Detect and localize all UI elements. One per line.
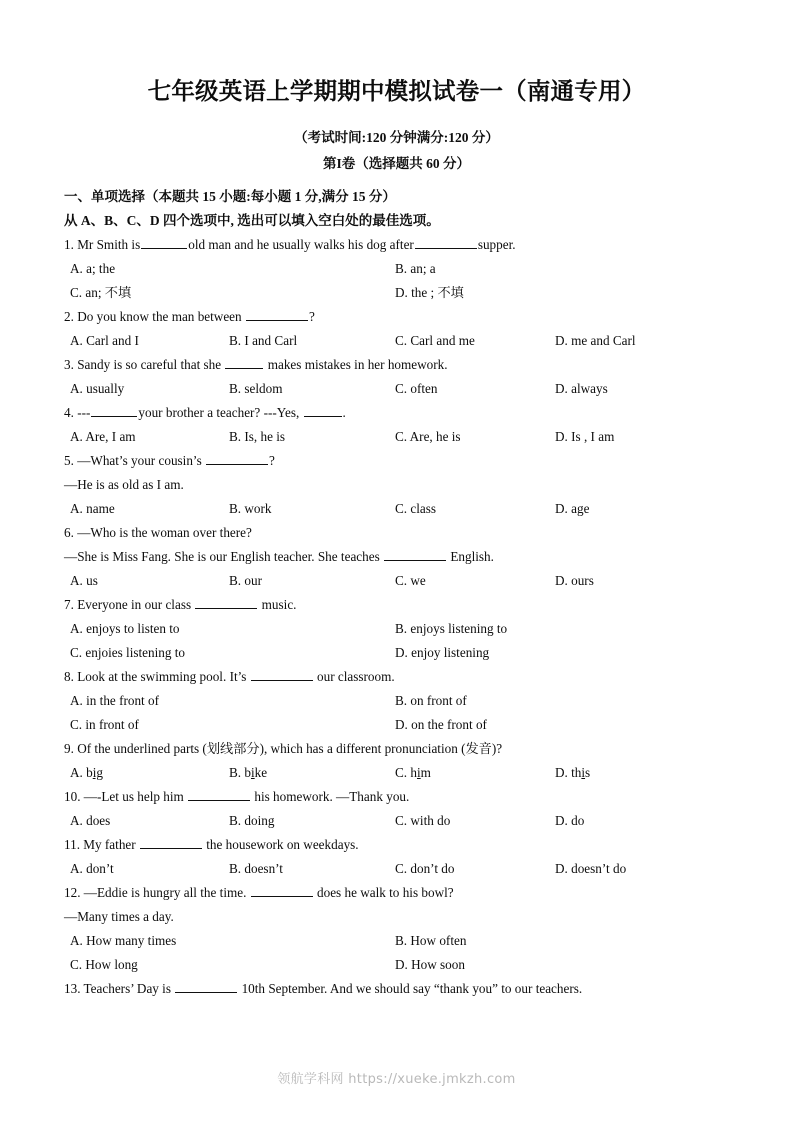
option-c[interactable]: C. enjoies listening to	[70, 645, 186, 661]
question-stem-3	[64, 353, 729, 377]
option-b[interactable]	[229, 761, 267, 785]
option-d[interactable]: D. always	[555, 381, 608, 397]
option-d[interactable]: D. do	[555, 813, 585, 829]
question-stem-2	[64, 305, 729, 329]
stem-text: makes mistakes in her homework.	[264, 357, 448, 373]
question-stem-1	[64, 233, 729, 257]
page-title: 七年级英语上学期期中模拟试卷一（南通专用）	[147, 79, 646, 105]
option-d[interactable]: D. on the front of	[395, 717, 487, 733]
options-row	[64, 329, 729, 353]
option-b[interactable]: B. enjoys listening to	[395, 621, 508, 637]
option-c[interactable]	[395, 761, 431, 785]
question-stem-11	[64, 833, 729, 857]
question-stem-12	[64, 881, 729, 905]
option-c[interactable]: C. we	[395, 573, 426, 589]
question-stem-8	[64, 665, 729, 689]
options-row	[64, 713, 729, 737]
option-a[interactable]: A. name	[70, 501, 115, 517]
answer-blank	[304, 404, 342, 417]
stem-text: 13. Teachers’ Day is	[64, 981, 175, 997]
option-suffix: s	[585, 765, 591, 781]
question-stem-13	[64, 977, 729, 1001]
option-c[interactable]: C. Are, he is	[395, 429, 461, 445]
underlined-part: i	[250, 765, 255, 781]
answer-blank	[251, 668, 313, 681]
stem-text: your brother a teacher? ---Yes,	[138, 405, 303, 421]
question-stem-6-line2	[64, 545, 729, 569]
option-a[interactable]: A. us	[70, 573, 98, 589]
stem-text: 2. Do you know the man between	[64, 309, 245, 325]
option-prefix: C. h	[395, 765, 417, 781]
option-a[interactable]: A. don’t	[70, 861, 114, 877]
stem-text: 12. —Eddie is hungry all the time.	[64, 885, 250, 901]
stem-text: old man and he usually walks his dog after	[188, 237, 414, 253]
options-row	[64, 689, 729, 713]
option-a[interactable]: A. Are, I am	[70, 429, 136, 445]
stem-text: 8. Look at the swimming pool. It’s	[64, 669, 250, 685]
stem-text: 3. Sandy is so careful that she	[64, 357, 225, 373]
option-a[interactable]: A. usually	[70, 381, 125, 397]
option-c[interactable]: C. Carl and me	[395, 333, 475, 349]
stem-text: .	[342, 405, 346, 421]
question-stem-12-line2: —Many times a day.	[64, 909, 174, 925]
stem-text: 4. ---	[64, 405, 91, 421]
answer-blank	[140, 836, 202, 849]
stem-text: ?	[308, 309, 315, 325]
option-c[interactable]: C. don’t do	[395, 861, 455, 877]
option-d[interactable]: D. ours	[555, 573, 594, 589]
underlined-part: i	[416, 765, 421, 781]
stem-text: 10th September. And we should say “thank you” to our teachers.	[238, 981, 583, 997]
question-stem-5-line2: —He is as old as I am.	[64, 477, 184, 493]
options-row	[64, 617, 729, 641]
options-row	[64, 377, 729, 401]
option-a[interactable]: A. Carl and I	[70, 333, 139, 349]
options-row	[64, 929, 729, 953]
option-b[interactable]: B. Is, he is	[229, 429, 286, 445]
option-a[interactable]: A. does	[70, 813, 111, 829]
option-a[interactable]: A. in the front of	[70, 693, 159, 709]
option-c[interactable]: C. an; 不填	[70, 285, 132, 301]
options-row	[64, 257, 729, 281]
section-heading: 一、单项选择（本题共 15 小题:每小题 1 分,满分 15 分）	[64, 189, 396, 205]
question-stem-4	[64, 401, 729, 425]
section-instruction: 从 A、B、C、D 四个选项中, 选出可以填入空白处的最佳选项。	[64, 213, 440, 229]
underlined-part: i	[581, 765, 586, 781]
answer-blank	[188, 788, 250, 801]
stem-text: music.	[258, 597, 297, 613]
option-d[interactable]: D. enjoy listening	[395, 645, 490, 661]
underlined-part: ig	[92, 765, 103, 781]
exam-part-subtitle: 第I卷（选择题共 60 分）	[322, 155, 470, 171]
stem-text: 7. Everyone in our class	[64, 597, 195, 613]
option-b[interactable]: B. on front of	[395, 693, 467, 709]
option-c[interactable]: C. How long	[70, 957, 138, 973]
options-row	[64, 425, 729, 449]
stem-text: 11. My father	[64, 837, 139, 853]
option-d[interactable]: D. How soon	[395, 957, 465, 973]
option-a[interactable]: A. a; the	[70, 261, 116, 277]
option-d[interactable]: D. age	[555, 501, 590, 517]
stem-text: ?	[269, 453, 275, 469]
option-suffix: ke	[254, 765, 268, 781]
option-c[interactable]: C. in front of	[70, 717, 139, 733]
options-row	[64, 569, 729, 593]
stem-text: his homework. —Thank you.	[251, 789, 410, 805]
option-d[interactable]: D. me and Carl	[555, 333, 636, 349]
option-prefix: A. b	[70, 765, 93, 781]
option-b[interactable]: B. I and Carl	[229, 333, 298, 349]
options-row	[64, 641, 729, 665]
stem-text: 10. —-Let us help him	[64, 789, 188, 805]
option-b[interactable]: B. an; a	[395, 261, 436, 277]
stem-text: 1. Mr Smith is	[64, 237, 141, 253]
option-c[interactable]: C. often	[395, 381, 438, 397]
stem-text: English.	[447, 549, 494, 565]
stem-text: 5. —What’s your cousin’s	[64, 453, 206, 469]
options-row	[64, 761, 729, 785]
option-b[interactable]: B. How often	[395, 933, 467, 949]
answer-blank	[246, 308, 308, 321]
stem-text: —She is Miss Fang. She is our English teacher. She teaches	[64, 549, 384, 565]
option-d[interactable]: D. doesn’t do	[555, 861, 627, 877]
answer-blank	[225, 356, 263, 369]
question-stem-7	[64, 593, 729, 617]
question-stem-10	[64, 785, 729, 809]
option-prefix: B. b	[229, 765, 251, 781]
option-a[interactable]: A. enjoys to listen to	[70, 621, 180, 637]
stem-text: supper.	[477, 237, 516, 253]
option-prefix: D. th	[555, 765, 582, 781]
question-stem-6: 6. —Who is the woman over there?	[64, 525, 252, 541]
options-row	[64, 281, 729, 305]
answer-blank	[206, 452, 268, 465]
options-row	[64, 809, 729, 833]
answer-blank	[251, 884, 313, 897]
options-row	[64, 497, 729, 521]
question-stem-5	[64, 449, 729, 473]
option-d[interactable]	[555, 761, 590, 785]
option-c[interactable]: C. class	[395, 501, 437, 517]
options-row	[64, 857, 729, 881]
option-d[interactable]: D. the ; 不填	[395, 285, 464, 301]
option-b[interactable]: B. work	[229, 501, 272, 517]
option-b[interactable]: B. doesn’t	[229, 861, 283, 877]
answer-blank	[384, 548, 446, 561]
footer-watermark: 领航学科网 https://xueke.jmkzh.com	[277, 1072, 516, 1087]
option-b[interactable]: B. our	[229, 573, 262, 589]
stem-text: does he walk to his bowl?	[313, 885, 454, 901]
option-c[interactable]: C. with do	[395, 813, 451, 829]
option-a[interactable]: A. How many times	[70, 933, 177, 949]
answer-blank	[195, 596, 257, 609]
option-d[interactable]: D. Is , I am	[555, 429, 615, 445]
option-b[interactable]: B. seldom	[229, 381, 283, 397]
option-b[interactable]: B. doing	[229, 813, 275, 829]
stem-text: our classroom.	[313, 669, 395, 685]
exam-info-subtitle: （考试时间:120 分钟满分:120 分）	[294, 130, 499, 146]
option-a[interactable]	[70, 761, 103, 785]
options-row	[64, 953, 729, 977]
option-suffix: m	[420, 765, 431, 781]
answer-blank	[415, 236, 477, 249]
question-stem-9: 9. Of the underlined parts (划线部分), which has a different pronunciation (发音)?	[64, 741, 503, 757]
answer-blank	[141, 236, 187, 249]
answer-blank	[91, 404, 137, 417]
stem-text: the housework on weekdays.	[202, 837, 359, 853]
answer-blank	[175, 980, 237, 993]
